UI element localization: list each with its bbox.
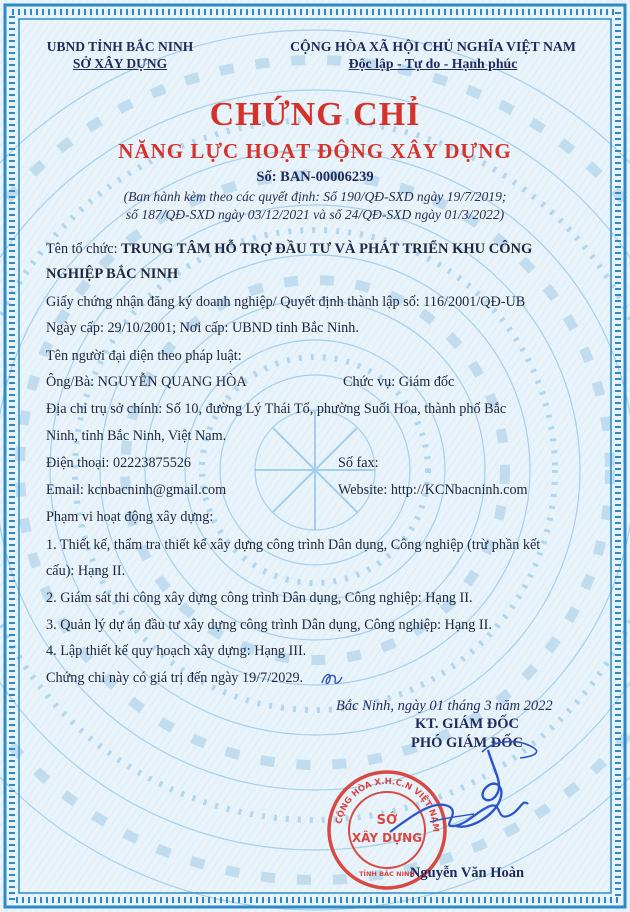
seal-bottom-text: TỈNH BẮC NINH [359, 870, 415, 878]
address-line1: Địa chỉ trụ sở chính: Số 10, đường Lý Thái Tổ, phường Suối Hoa, thành phố Bắc [46, 401, 507, 417]
department-name: SỞ XÂY DỰNG [72, 56, 168, 71]
place-date: Bắc Ninh, ngày 01 tháng 3 năm 2022 [336, 698, 553, 714]
initial-mark-icon [319, 669, 345, 689]
business-registration: Giấy chứng nhận đăng ký doanh nghiệp/ Quyết định thành lập số: 116/2001/QĐ-UB [46, 294, 526, 310]
representative-label: Tên người đại diện theo pháp luật: [46, 348, 242, 364]
scope-item-2: 2. Giám sát thi công xây dựng công trình Dân dụng, Công nghiệp: Hạng II. [46, 590, 473, 606]
validity: Chứng chỉ này có giá trị đến ngày 19/7/2029. [46, 670, 304, 686]
address-line2: Ninh, tỉnh Bắc Ninh, Việt Nam. [46, 428, 227, 444]
national-title: CỘNG HÒA XÃ HỘI CHỦ NGHĨA VIỆT NAM [290, 39, 576, 54]
representative-position: Chức vụ: Giám đốc [343, 374, 455, 390]
issue-date-place: Ngày cấp: 29/10/2001; Nơi cấp: UBND tỉnh Bắc Ninh. [46, 320, 359, 336]
organization-label: Tên tổ chức: [46, 241, 122, 257]
issuance-note-line1: (Ban hành kèm theo các quyết định: Số 190/QĐ-SXD ngày 19/7/2019; [123, 189, 507, 204]
scope-item-3: 3. Quản lý dự án đầu tư xây dựng công trình Dân dụng, Công nghiệp: Hạng II. [46, 617, 492, 633]
scope-item-4: 4. Lập thiết kế quy hoạch xây dựng: Hạng III. [46, 643, 307, 659]
certificate-title: CHỨNG CHỈ [209, 96, 421, 133]
email: Email: kcnbacninh@gmail.com [46, 482, 227, 498]
seal-ring-text: CỘNG HÒA X.H.C.N VIỆT NAM [334, 776, 441, 833]
phone: Điện thoại: 02223875526 [46, 455, 192, 471]
issuance-note-line2: số 187/QĐ-SXD ngày 03/12/2021 và số 24/QĐ-SXD ngày 01/3/2022) [125, 207, 505, 222]
certificate-number: Số: BAN-00006239 [256, 169, 374, 185]
organization-name-cont: NGHIỆP BẮC NINH [46, 266, 179, 282]
representative-name: Ông/Bà: NGUYỄN QUANG HÒA [46, 374, 247, 390]
certificate-subtitle: NĂNG LỰC HOẠT ĐỘNG XÂY DỰNG [118, 139, 512, 163]
signer-role-1: KT. GIÁM ĐỐC [414, 716, 520, 732]
seal-center-bottom: XÂY DỰNG [351, 831, 423, 845]
signer-role-2: PHÓ GIÁM ĐỐC [411, 735, 523, 751]
organization-name: TRUNG TÂM HỖ TRỢ ĐẦU TƯ VÀ PHÁT TRIỂN KHU CÔNG [121, 241, 533, 257]
website: Website: http://KCNbacninh.com [338, 482, 528, 498]
authority-name: UBND TỈNH BẮC NINH [46, 39, 194, 54]
seal-center-top: SỞ [376, 813, 398, 828]
scope-label: Phạm vi hoạt động xây dựng: [46, 509, 214, 525]
national-motto: Độc lập - Tự do - Hạnh phúc [348, 56, 518, 71]
organization-line [46, 241, 532, 258]
handwritten-signature-icon [370, 730, 580, 860]
signer-name: Nguyễn Văn Hoàn [409, 865, 525, 881]
fax: Số fax: [338, 455, 379, 471]
scope-item-1-cont: cấu): Hạng II. [46, 563, 126, 579]
scope-item-1: 1. Thiết kế, thẩm tra thiết kế xây dựng công trình Dân dụng, Công nghiệp (trừ phần kết [46, 537, 541, 553]
